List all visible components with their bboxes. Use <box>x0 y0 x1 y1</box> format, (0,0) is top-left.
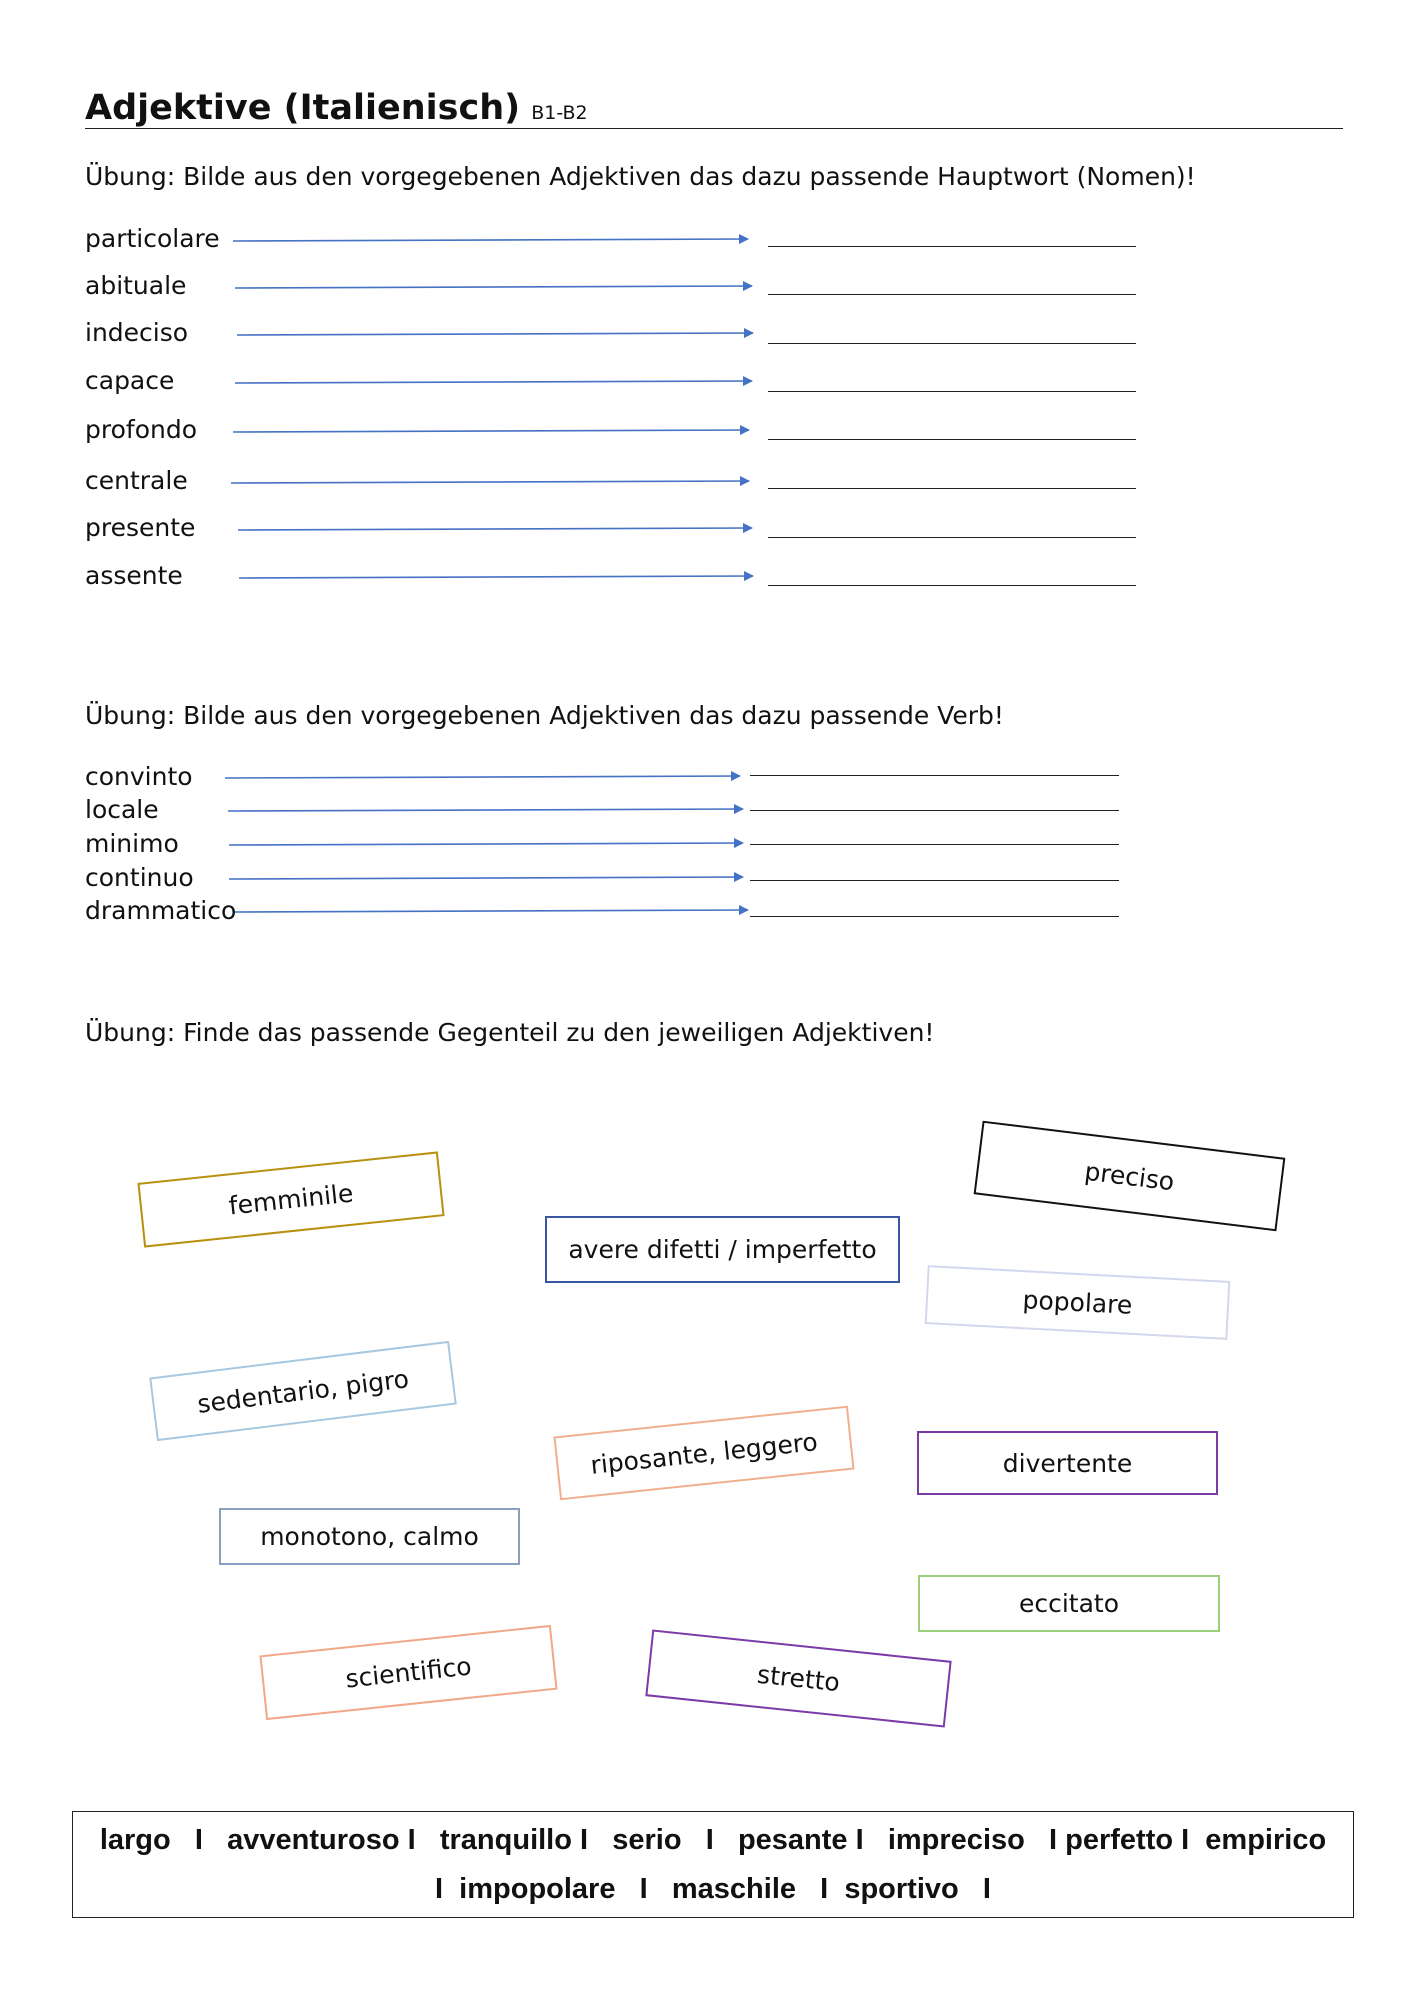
exercise2-answer-blank[interactable] <box>750 844 1119 845</box>
exercise2-arrow <box>229 843 743 845</box>
exercise1-arrow <box>235 286 752 288</box>
card-avere-difetti[interactable]: avere difetti / imperfetto <box>545 1216 900 1283</box>
exercise2-arrow <box>225 776 740 778</box>
exercise2-word: drammatico <box>85 896 237 925</box>
exercise1-word: presente <box>85 513 196 542</box>
word-bank <box>72 1811 1354 1918</box>
exercise2-word: locale <box>85 795 159 824</box>
exercise1-arrow <box>231 481 749 483</box>
exercise1-word: profondo <box>85 415 197 444</box>
card-femminile[interactable]: femminile <box>137 1151 444 1247</box>
exercise1-arrow <box>239 576 753 578</box>
card-divertente[interactable]: divertente <box>917 1431 1218 1495</box>
exercise2-word: convinto <box>85 762 193 791</box>
card-preciso[interactable]: preciso <box>974 1121 1286 1232</box>
exercise1-word: particolare <box>85 224 220 253</box>
card-riposante[interactable]: riposante, leggero <box>553 1406 854 1501</box>
word-bank-line-1: largo I avventuroso I tranquillo I serio I pesante I impreciso I perfetto I empirico <box>99 1824 1327 1856</box>
exercise1-answer-blank[interactable] <box>768 488 1136 489</box>
exercise1-answer-blank[interactable] <box>768 246 1136 247</box>
exercise2-answer-blank[interactable] <box>750 880 1119 881</box>
exercise1-answer-blank[interactable] <box>768 294 1136 295</box>
card-scientifico[interactable]: scientifico <box>259 1625 557 1720</box>
card-sedentario[interactable]: sedentario, pigro <box>149 1341 457 1441</box>
exercise1-answer-blank[interactable] <box>768 439 1136 440</box>
exercise1-word: abituale <box>85 271 187 300</box>
exercise2-word: continuo <box>85 863 194 892</box>
card-popolare[interactable]: popolare <box>925 1265 1231 1340</box>
card-monotono[interactable]: monotono, calmo <box>219 1508 520 1565</box>
exercise1-arrow <box>238 528 752 530</box>
exercise2-arrow <box>233 910 748 912</box>
exercise1-word: capace <box>85 366 175 395</box>
exercise1-arrow <box>237 333 753 335</box>
exercise1-instruction: Übung: Bilde aus den vorgegebenen Adjektiven das dazu passende Hauptwort (Nomen)! <box>85 162 1196 191</box>
exercise1-answer-blank[interactable] <box>768 343 1136 344</box>
exercise2-answer-blank[interactable] <box>750 810 1119 811</box>
exercise2-word: minimo <box>85 829 179 858</box>
card-stretto[interactable]: stretto <box>645 1629 951 1727</box>
exercise1-answer-blank[interactable] <box>768 391 1136 392</box>
page-title: Adjektive (Italienisch) <box>85 88 521 128</box>
exercise1-word: assente <box>85 561 183 590</box>
exercise2-arrow <box>228 809 743 811</box>
exercise2-answer-blank[interactable] <box>750 775 1119 776</box>
exercise1-word: centrale <box>85 466 188 495</box>
card-eccitato[interactable]: eccitato <box>918 1575 1220 1632</box>
exercise2-answer-blank[interactable] <box>750 916 1119 917</box>
word-bank-line-2: I impopolare I maschile I sportivo I <box>435 1873 991 1905</box>
level-label: B1-B2 <box>531 102 588 124</box>
exercise1-arrow <box>233 430 749 432</box>
exercise1-answer-blank[interactable] <box>768 585 1136 586</box>
exercise2-arrow <box>229 877 743 879</box>
exercise1-arrow <box>235 381 752 383</box>
exercise1-word: indeciso <box>85 318 189 347</box>
exercise1-arrow <box>233 239 748 241</box>
exercise3-instruction: Übung: Finde das passende Gegenteil zu den jeweiligen Adjektiven! <box>85 1018 935 1047</box>
exercise2-instruction: Übung: Bilde aus den vorgegebenen Adjektiven das dazu passende Verb! <box>85 701 1004 730</box>
exercise1-answer-blank[interactable] <box>768 537 1136 538</box>
